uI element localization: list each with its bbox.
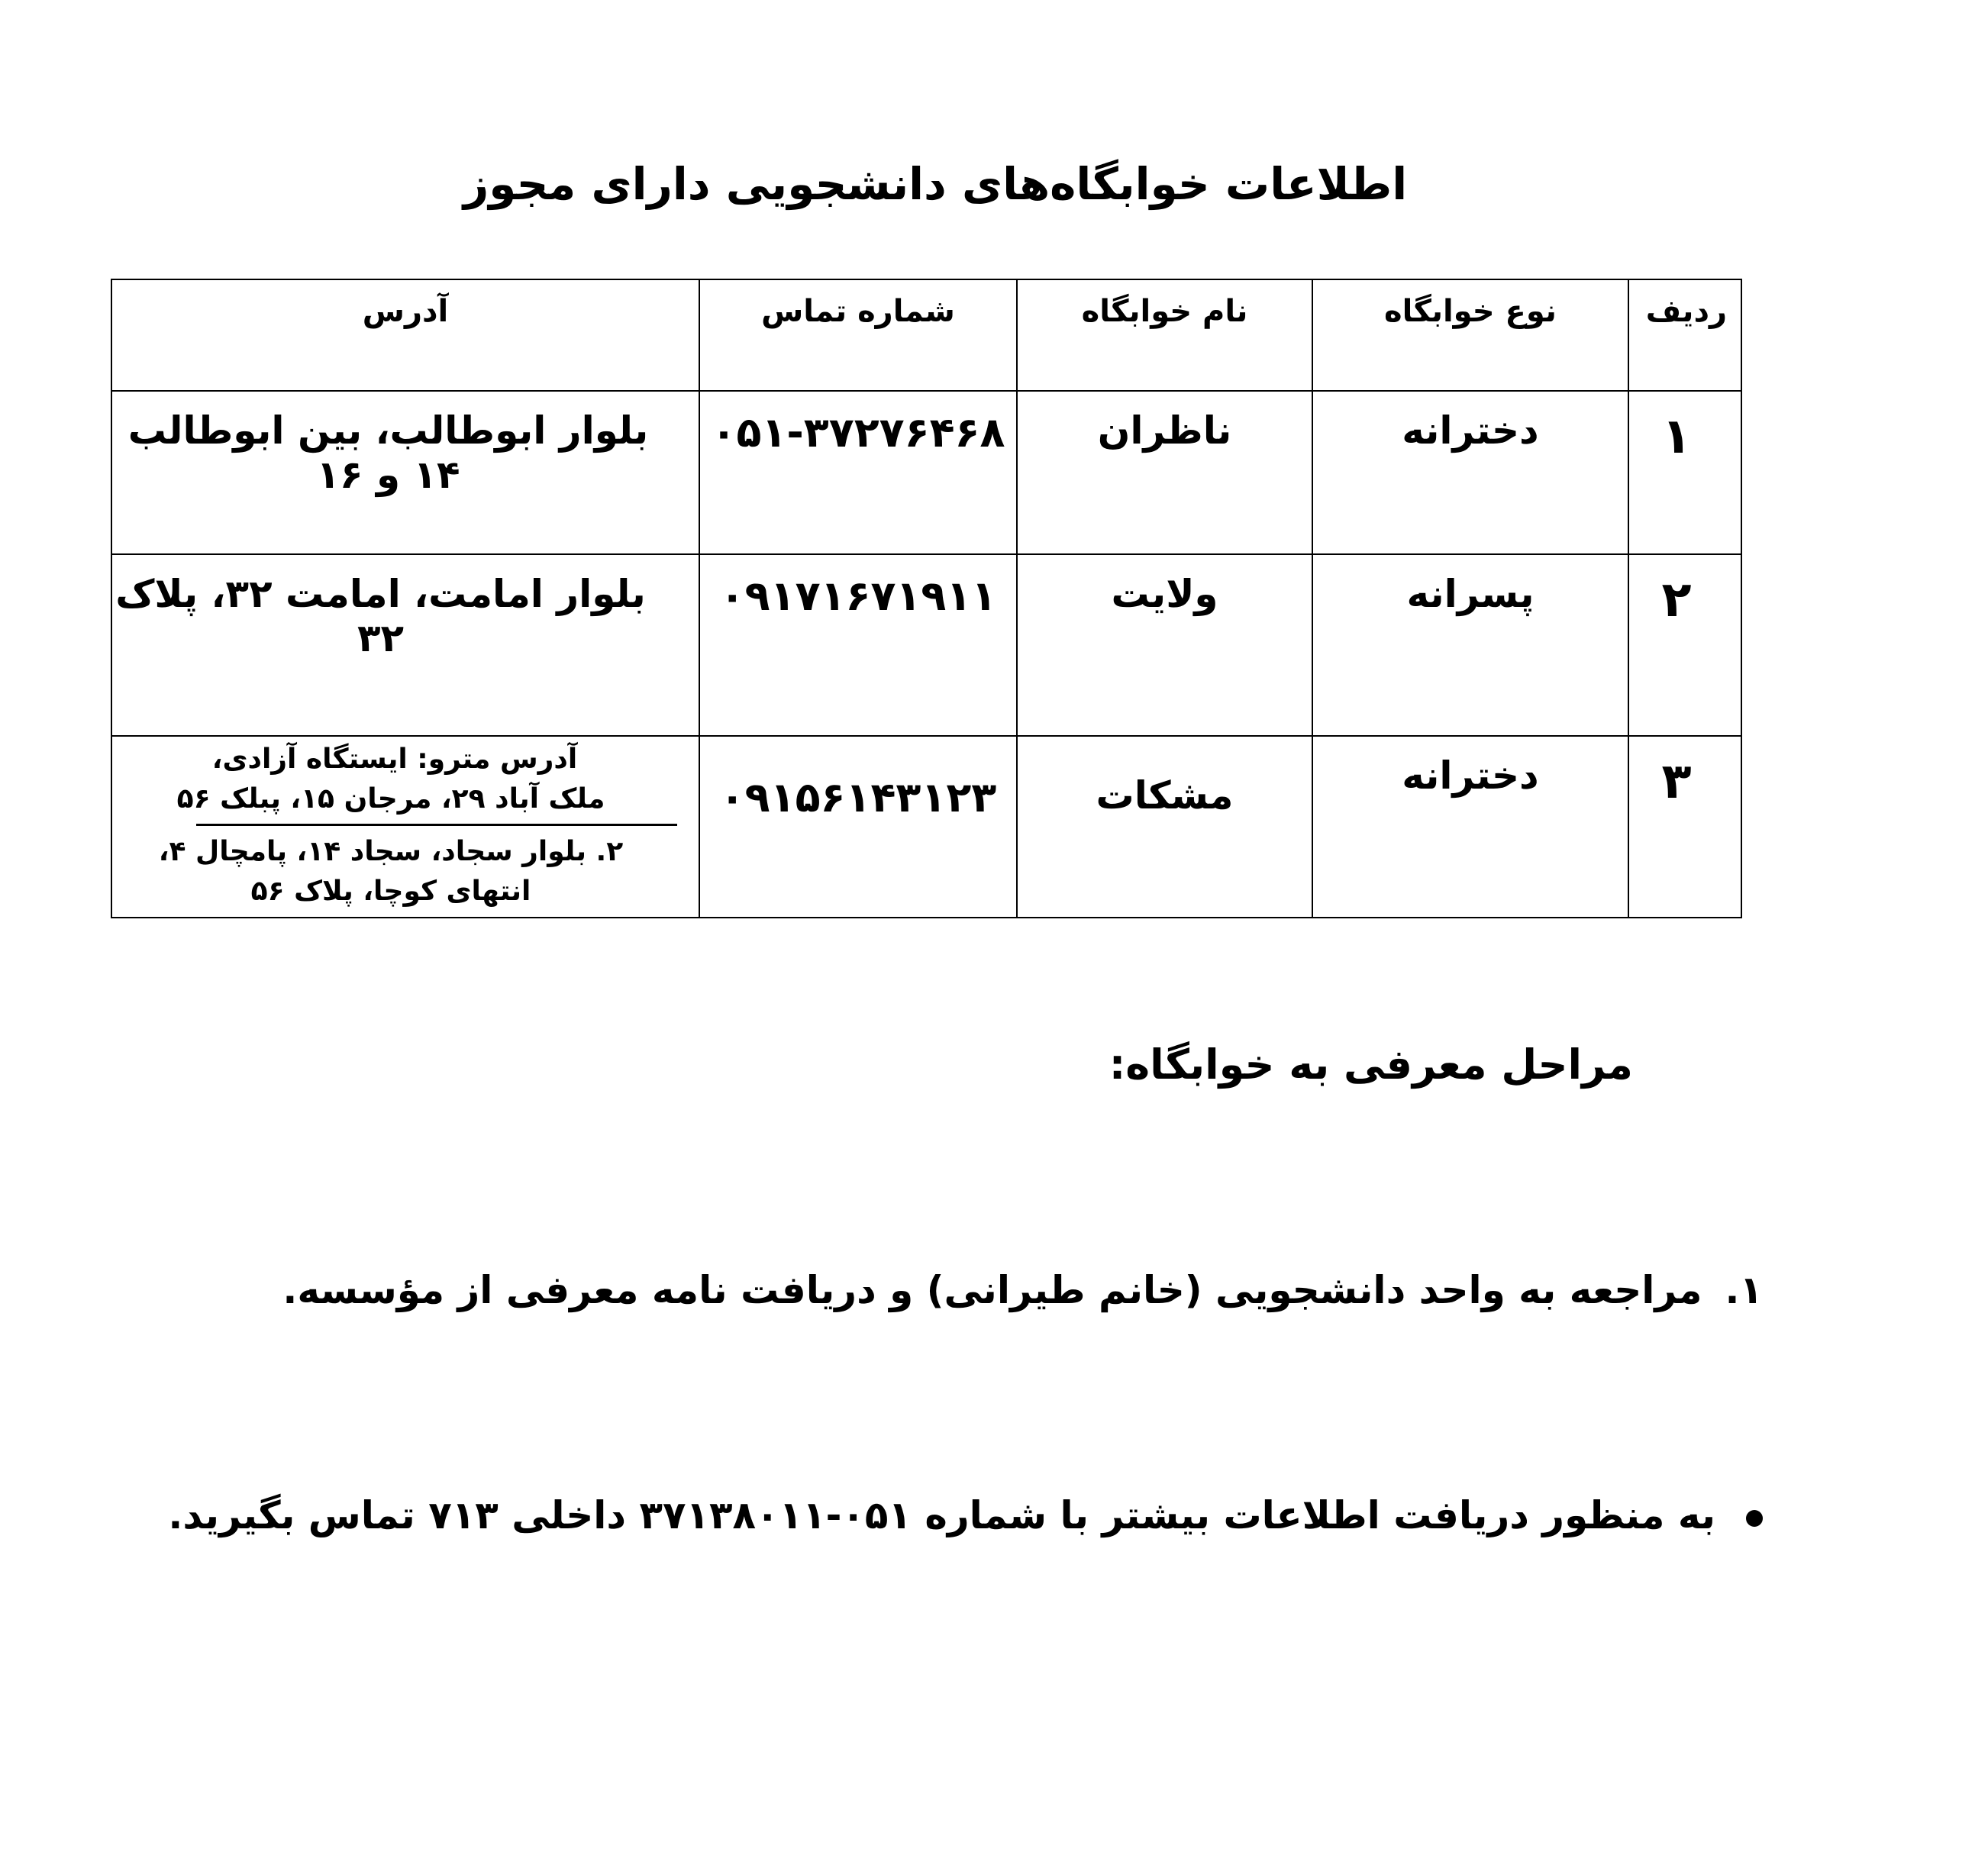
step-text: به منظور دریافت اطلاعات بیشتر با شماره ۰۵۱-۳۷۱۳۸۰۱۱ داخلی ۷۱۳ تماس بگیرید. — [168, 1493, 1715, 1537]
address-line: ۲. بلوار سجاد، سجاد ۱۴، پامچال ۴، — [158, 836, 624, 867]
table-header-row — [111, 279, 1741, 391]
dorm-phone: ۰۹۱۵۶۱۴۳۱۲۳ — [699, 736, 1017, 918]
dormitories-table — [111, 279, 1742, 918]
header-dorm-name: نام خوابگاه — [1017, 279, 1312, 391]
address-line: ملک آباد ۲۹، مرجان ۱۵، پبلک ۵۶ — [176, 783, 605, 815]
address-divider — [196, 824, 677, 826]
table-row — [111, 554, 1741, 736]
dorm-address — [111, 736, 699, 918]
dorm-name: ولایت — [1017, 554, 1312, 736]
dorm-type: دخترانه — [1312, 391, 1628, 554]
dorm-name: ناظران — [1017, 391, 1312, 554]
header-row-number: ردیف — [1628, 279, 1741, 391]
dorm-name: مشکات — [1017, 736, 1312, 918]
address-line: انتهای کوچا، پلاک ۵۶ — [250, 876, 531, 907]
step-item-1 — [282, 1260, 1763, 1321]
table-row — [111, 391, 1741, 554]
step-item-2 — [168, 1485, 1763, 1546]
dorm-phone: ۰۹۱۷۱۶۷۱۹۱۱ — [699, 554, 1017, 736]
dorm-phone: ۰۵۱-۳۷۲۷۶۴۶۸ — [699, 391, 1017, 554]
address-part-2 — [112, 832, 677, 911]
dorm-address: بلوار امامت، امامت ۳۲، پلاک ۳۲ — [111, 554, 699, 736]
dorm-type: دخترانه — [1312, 736, 1628, 918]
dorm-address: بلوار ابوطالب، بین ابوطالب ۱۴ و ۱۶ — [111, 391, 699, 554]
header-phone: شماره تماس — [699, 279, 1017, 391]
header-address: آدرس — [111, 279, 699, 391]
step-text: مراجعه به واحد دانشجویی (خانم طیرانی) و دریافت نامه معرفی از مؤسسه. — [282, 1268, 1702, 1312]
row-number: ۲ — [1628, 554, 1741, 736]
address-part-1 — [112, 740, 677, 819]
dorm-type: پسرانه — [1312, 554, 1628, 736]
page-title: اطلاعات خوابگاه‌های دانشجویی دارای مجوز — [463, 158, 1408, 210]
row-number: ۳ — [1628, 736, 1741, 918]
address-line: آدرس مترو: ایستگاه آزادی، — [211, 744, 578, 775]
bullet-icon — [1746, 1510, 1763, 1527]
table-row — [111, 736, 1741, 918]
header-dorm-type: نوع خوابگاه — [1312, 279, 1628, 391]
row-number: ۱ — [1628, 391, 1741, 554]
steps-heading: مراحل معرفی به خوابگاه: — [1109, 1041, 1633, 1089]
step-number: ۱. — [1725, 1268, 1763, 1312]
